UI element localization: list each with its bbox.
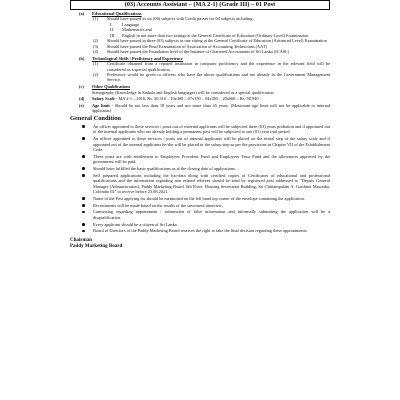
age-limit-title: Age limit — [92, 102, 110, 108]
condition-text: An officer appointed to these services / posts out of internal applicants will be placed on the initial step of the salary scale and if appointed out of the internal applicants he/she will be placed in the salary step as per the provisions in Chapter VII of the Establishment Code. — [93, 136, 330, 152]
section-age-limit — [70, 103, 330, 114]
section-title: Educational Qualifications — [92, 10, 142, 16]
section-educational-qualifications — [70, 11, 330, 55]
condition-bullet — [70, 154, 330, 165]
item-number: (2) — [93, 38, 99, 44]
general-condition-title: General Condition — [70, 115, 121, 123]
salary-text: - MA 2-1 – 2016, Rs. 30,310 – 10x300 – 07x350 – 04x495 – 20x660 – Rs. 50,940 — [115, 96, 259, 102]
bullet-icon — [82, 155, 85, 158]
item-number: (2) — [93, 71, 99, 77]
condition-bullet — [70, 209, 330, 220]
item-text: Should have passed in three (03) subjects in one sitting at the General Certificate of Education (Advanced Level) Examination — [107, 38, 327, 44]
subject-number: III. — [110, 32, 116, 38]
qualification-item — [92, 49, 330, 54]
signature-block — [70, 238, 330, 250]
bullet-icon — [82, 137, 85, 140]
section-label: (a) — [79, 10, 85, 16]
skill-item — [92, 61, 330, 72]
other-qualifications-text: Stenography (Knowledge in Sinhala and English languages) will be considered as a special qualification. — [92, 89, 275, 95]
condition-bullet — [70, 124, 330, 135]
condition-text: Name of the Post applying for should be mentioned on the left hand top corner of the envelope containing the application. — [93, 195, 305, 201]
condition-text: Every applicant should be a citizen of Sri Lanka. — [93, 221, 178, 227]
condition-bullet — [70, 203, 330, 208]
section-title: Technological Skills / Proficiency and Experience — [92, 55, 183, 61]
post-title-box — [70, 0, 330, 10]
section-technological-skills — [70, 56, 330, 83]
condition-text: Should have fulfilled the basic qualifications as at the closing date of applications. — [93, 165, 236, 171]
section-other-qualifications — [70, 84, 330, 95]
condition-bullet — [70, 222, 330, 227]
section-label: (c) — [79, 84, 84, 90]
subject-text: Mathematics and — [122, 27, 152, 33]
section-label: (e) — [79, 102, 84, 108]
item-number: (1) — [93, 61, 99, 67]
subject-text: Language — [122, 21, 140, 27]
condition-text: These posts are with entitlement to Employees Provident Fund and Employees Trust Fund and the allowances approved by the government will be paid. — [93, 153, 330, 165]
item-number: (4) — [93, 48, 99, 54]
salary-title: Salary Scale — [92, 96, 115, 102]
condition-bullet — [70, 166, 330, 171]
section-salary-scale — [70, 96, 330, 101]
bullet-icon — [82, 174, 85, 177]
item-number: (3) — [93, 43, 99, 49]
item-text: Preference would be given to officers who have the above qualifications and are already in the Government Management Service. — [107, 71, 330, 83]
item-number: (1) — [93, 16, 99, 22]
document-page — [70, 0, 330, 400]
subject-list — [92, 22, 330, 38]
bullet-icon — [82, 167, 85, 170]
bullet-icon — [82, 197, 85, 200]
subject-number: II. — [110, 27, 114, 33]
condition-bullet — [70, 228, 330, 233]
condition-text: Recruitments will be made based on the results of the structured interview. — [93, 202, 223, 208]
subject-number: I. — [110, 21, 113, 27]
age-limit-text: - Should be not less than 18 years and not more than 45 years. (Maximum age limit will not be applicable to internal applicants) — [92, 102, 330, 114]
condition-text: Canvassing regarding appointment / submission of false information and informally submitting the application will be a disqualification. — [93, 209, 330, 220]
section-label: (b) — [79, 55, 85, 61]
skill-item — [92, 72, 330, 83]
bullet-icon — [82, 223, 85, 226]
condition-text: An officer appointed to these services / posts out of external applicants will be subjected three (03) years probation and if appointed out of the internal applicants who are already holding a permanent post will be subjected to one (01) year trial period. — [93, 123, 330, 135]
item-text: Certificate obtained from a reputed institution in computer proficiency and the experience in the relevant field will be considered as a special qualification. — [107, 61, 330, 72]
signature-organization: Paddy Marketing Board — [70, 243, 123, 249]
section-label: (d) — [79, 96, 85, 102]
post-title: (03) Accounts Assistant – (MA 2-1) (Grade III) – 01 Post — [124, 1, 276, 8]
bullet-icon — [82, 211, 85, 214]
bullet-icon — [82, 230, 85, 233]
item-text: Should have passed the Foundation level of the Institute of Chartered Accountants of Sri Lanka (ICASL) — [107, 48, 290, 54]
condition-text: Self prepared applications including the bio-data along with certified copies of Certificates of educational and professional qualifications and the information regarding non related referees should be send by registered post addressed to "Deputy General Manager (Administration), Paddy Marketing Board, 6th Floor, Housing Secretariat Building, Sri Chittampalam A. Gardiner Mawatha, Colombo 02" to receive before 23.08.2021. — [93, 172, 330, 195]
item-text: Should have passed the Final Examination of Association of Accounting Technicians (AAT) — [107, 43, 267, 49]
subject-text: English in not more than two sittings at the General Certificate of Education (Ordinary Level) Examination — [122, 32, 309, 38]
condition-bullet — [70, 196, 330, 201]
bullet-icon — [82, 125, 85, 128]
bullet-icon — [82, 204, 85, 207]
section-title: Other Qualifications — [92, 84, 131, 90]
condition-bullet — [70, 173, 330, 195]
signature-title: Chairman — [70, 237, 92, 243]
condition-text: Board of Directors of the Paddy Marketing Board reserves the right to take the final decision regarding these appointments. — [93, 228, 308, 234]
item-text: Should have passed in six (06) subjects with Credit passes for 04 subjects including: — [107, 16, 254, 22]
condition-bullet — [70, 136, 330, 152]
